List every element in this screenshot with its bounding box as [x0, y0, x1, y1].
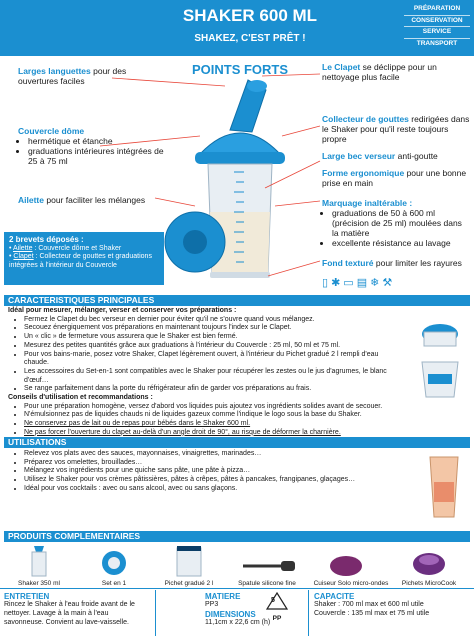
carac-item: • Secouez énergiquement vos préparations en maintenant toujours l'index sur le Clapet. [24, 324, 403, 333]
marquage-item: • excellente résistance au lavage [332, 238, 470, 248]
carac-item: • Un « clic » de fermeture vous assurera que le Shaker est bien fermé. [24, 333, 403, 342]
fond-title: Fond texturé [322, 258, 374, 268]
produit-label: Pichet gradué 2 l [164, 580, 214, 587]
patents-box [4, 232, 164, 285]
carac-item: • Se range parfaitement dans la porte du réfrigérateur afin de garder vos préparations au frais. [24, 385, 403, 394]
label-collecteur [322, 114, 470, 144]
produit-label: Pichets MicroCook [401, 580, 457, 587]
clapet-text: se déclippe pour un nettoyage plus facile [322, 62, 437, 82]
usage-item: • Idéal pour vos cocktails : avec ou sans alcool, avec ou sans glaçons. [24, 485, 418, 494]
page-subtitle: SHAKEZ, C'EST PRÊT ! [194, 33, 306, 44]
patent-item: • Clapet : Collecteur de gouttes et graduations intégrées à l'intérieur du Couvercle [9, 253, 152, 269]
spatule-image [239, 556, 299, 576]
entretien-section [4, 592, 150, 627]
matiere-heading: MATIERE [205, 592, 241, 601]
utensil-icon: ⚒ [382, 277, 393, 289]
label-bec [322, 151, 470, 161]
points-forts-heading: POINTS FORTS [191, 62, 289, 77]
accessory-images [410, 312, 470, 402]
label-languettes [18, 66, 128, 86]
produit-label: Spatule silicone fine [238, 580, 296, 587]
utilisations-body [8, 450, 418, 494]
tag-transport: TRANSPORT [416, 39, 458, 47]
couvercle-item: • graduations intérieures intégrées de 25 à 75 ml [28, 146, 168, 166]
food-image [420, 452, 468, 522]
recycle-label: PP [272, 615, 282, 622]
carac-item: • Les accessoires du Set-en-1 sont compatibles avec le Shaker pour récupérer les zestes ou le jus d'agrumes, le blanc d'œuf… [24, 368, 403, 385]
pichet-image [169, 544, 209, 578]
conseil-item: • Pour une préparation homogène, versez d'abord vos liquides puis ajoutez vos ingrédients solides avant de secouer. [24, 403, 403, 412]
footer-separator [155, 590, 156, 636]
bec-text: anti-goutte [397, 151, 438, 161]
microwave-icon: ▭ [343, 277, 354, 289]
footer-separator [308, 590, 309, 636]
fridge-icon: ▯ [322, 277, 329, 289]
usage-item: • Mélangez vos ingrédients pour une quiche sans pâte, une pâte à pizza… [24, 467, 418, 476]
produits-row [4, 544, 470, 588]
label-marquage [322, 198, 470, 248]
entretien-heading: ENTRETIEN [4, 592, 50, 601]
freezer-icon: ✱ [331, 277, 341, 289]
collecteur-text: redirigées dans le Shaker pour qu'il reste toujours propre [322, 114, 470, 144]
languettes-text: pour des ouvertures faciles [18, 66, 127, 86]
caracteristiques-intro: Idéal pour mesurer, mélanger, verser et conserver vos préparations : [8, 307, 237, 314]
patent-item: • Ailette : Couvercle dôme et Shaker [9, 244, 122, 252]
tag-conservation: CONSERVATION [404, 16, 470, 28]
produit-label: Shaker 350 ml [18, 580, 60, 587]
page-title: SHAKER 600 ML [182, 6, 318, 25]
clapet-title: Le Clapet [322, 62, 361, 72]
languettes-title: Larges languettes [18, 66, 91, 76]
produit-label: Set en 1 [101, 580, 127, 587]
header-tags [404, 4, 470, 49]
recycle-icon [262, 592, 292, 620]
capacite-section [314, 592, 472, 619]
tag-service: SERVICE [404, 27, 470, 39]
utilisations-heading: UTILISATIONS [4, 437, 470, 448]
usage-item: • Utilisez le Shaker pour vos crèmes pâtissières, pâtes à crêpes, pâtes à pancakes, frangipanes, glaçages… [24, 476, 418, 485]
fond-text: pour limiter les rayures [375, 258, 462, 268]
patent-item-2-key: Clapet [13, 253, 34, 260]
bec-title: Large bec verseur [322, 151, 396, 161]
couvercle-title: Couvercle dôme [18, 126, 85, 136]
label-clapet [322, 62, 470, 82]
marquage-item: • graduations de 50 à 600 ml (précision de 25 ml) moulées dans la matière [332, 208, 470, 238]
set-en-1-image [99, 548, 129, 578]
conseil-item: • Ne conservez pas de lait ou de repas pour bébés dans le Shaker 600 ml. [24, 420, 403, 429]
patents-title: 2 brevets déposés : [9, 235, 84, 244]
cuiseur-solo-image [326, 550, 366, 578]
ailette-title: Ailette [18, 195, 44, 205]
recycle-number: 5 [271, 597, 275, 604]
produit-label: Cuiseur Solo micro-ondes [313, 580, 389, 587]
conseil-item: • Ne pas forcer l'ouverture du clapet au-delà d'un angle droit de 90°, au risque de déformer la charnière. [24, 429, 403, 438]
dishwasher-icon: ▤ [356, 277, 368, 289]
pichets-microcook-image [409, 548, 449, 578]
shaker-350-image [24, 544, 54, 578]
carac-item: • Mesurez des petites quantités grâce aux graduations à l'intérieur du Couvercle : 25 ml, 50 ml et 75 ml. [24, 342, 403, 351]
ailette-text: pour faciliter les mélanges [46, 195, 146, 205]
caracteristiques-body [8, 307, 403, 438]
conseil-item: • N'émulsionnez pas de liquides chauds ni de liquides gazeux comme l'indique le logo sous la base du Shaker. [24, 411, 403, 420]
entretien-text: Rincez le Shaker à l'eau froide avant de le nettoyer. Lavage à la main à l'eau savonneuse. Convient au lave-vaisselle. [4, 601, 135, 626]
footer-divider [0, 588, 474, 589]
couvercle-item: • hermétique et étanche [28, 136, 168, 146]
patent-item-2-text: : Collecteur de gouttes et graduations intégrées à l'intérieur du Couvercle [9, 253, 152, 269]
capacite-shaker: Shaker : 700 ml max et 600 ml utile [314, 601, 424, 608]
usage-icons [322, 276, 470, 290]
conseils-heading: Conseils d'utilisation et recommandations : [8, 394, 153, 402]
caracteristiques-heading: CARACTERISTIQUES PRINCIPALES [4, 295, 470, 306]
marquage-title: Marquage inaltérable : [322, 198, 413, 208]
capacite-couvercle: Couvercle : 135 ml max et 75 ml utile [314, 609, 430, 617]
matiere-section [205, 592, 315, 628]
forme-text: pour une bonne prise en main [322, 168, 467, 188]
label-couvercle [18, 126, 168, 166]
dimensions-heading: DIMENSIONS [205, 609, 256, 619]
dimensions-value: 11,1cm x 22,6 cm (h) [205, 618, 271, 626]
forme-title: Forme ergonomique [322, 168, 405, 178]
patent-item-1-key: Ailette [13, 244, 33, 252]
capacite-heading: CAPACITE [314, 592, 355, 601]
snowflake-icon: ❄ [370, 277, 380, 289]
matiere-value: PP3 [205, 601, 219, 608]
patent-item-1-text: : Couvercle dôme et Shaker [34, 244, 122, 252]
label-forme [322, 168, 470, 188]
collecteur-title: Collecteur de gouttes [322, 114, 409, 124]
usage-item: • Relevez vos plats avec des sauces, mayonnaises, vinaigrettes, marinades… [24, 450, 418, 459]
produits-heading: PRODUITS COMPLEMENTAIRES [4, 531, 470, 542]
label-ailette [18, 195, 168, 205]
carac-item: • Fermez le Clapet du bec verseur en dernier pour éviter qu'il ne s'ouvre quand vous mélangez. [24, 316, 403, 325]
label-fond [322, 258, 470, 268]
tag-preparation: PRÉPARATION [404, 4, 470, 16]
usage-item: • Préparez vos omelettes, brouillades… [24, 459, 418, 468]
carac-item: • Pour vos bains-marie, posez votre Shaker, Clapet légèrement ouvert, à l'intérieur du Pichet gradué 2 l rempli d'eau chaude. [24, 351, 403, 368]
